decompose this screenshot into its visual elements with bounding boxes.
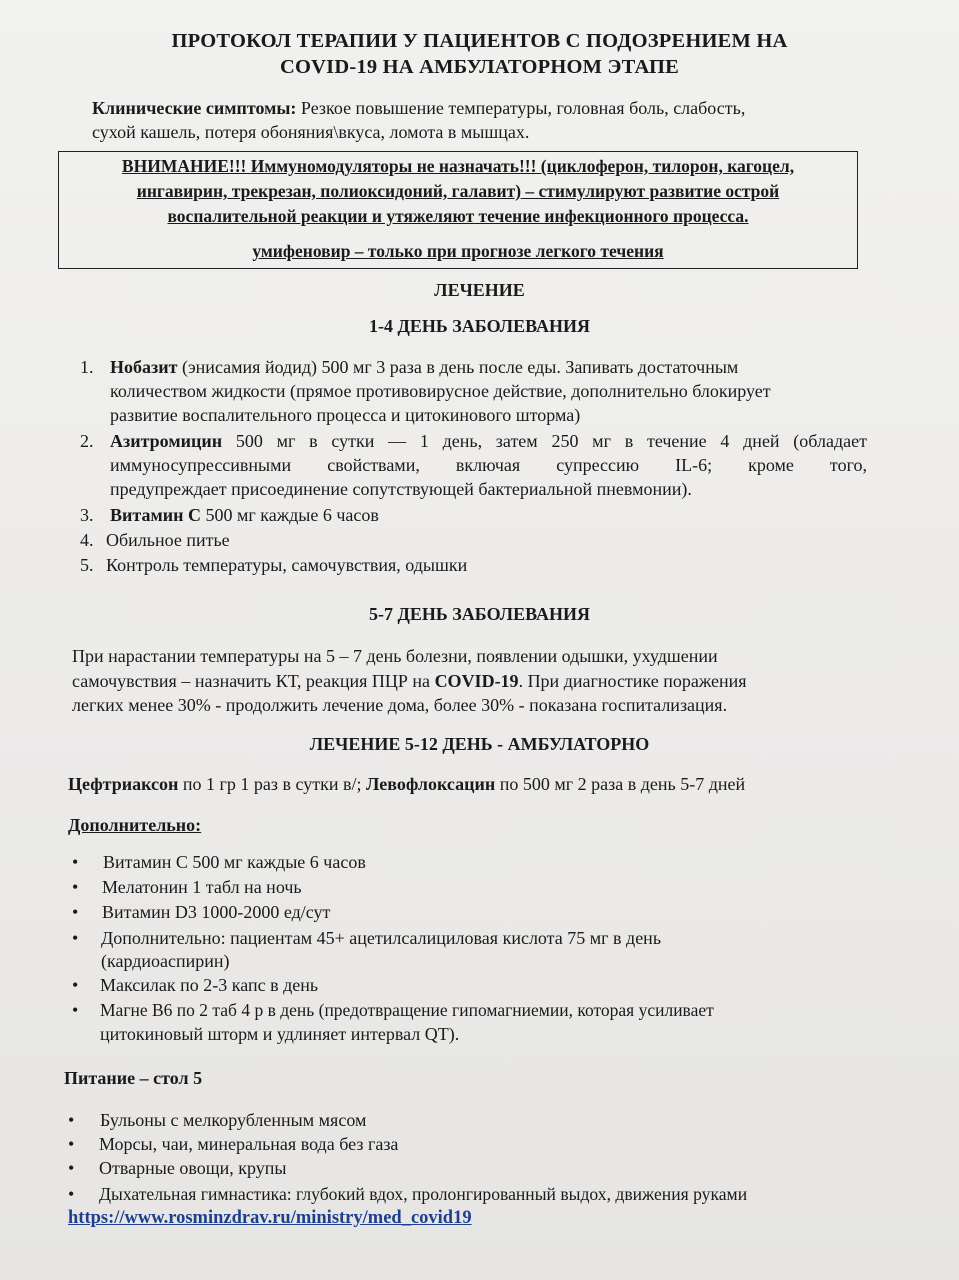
warning-box <box>58 151 858 269</box>
levofloxacin-dose: по 500 мг 2 раза в день 5-7 дней <box>495 774 746 794</box>
additional-heading: Дополнительно: <box>68 815 202 835</box>
item-5-line1: Контроль температуры, самочувствия, одышки <box>106 555 468 575</box>
nut-bullet-2: • <box>68 1134 75 1154</box>
add-bullet-4: • <box>72 928 79 948</box>
nut-bullet-3: • <box>68 1158 75 1178</box>
nutrition-heading: Питание – стол 5 <box>64 1068 203 1088</box>
ceftriaxone: Цефтриаксон <box>68 774 179 794</box>
ceftriaxone-dose: по 1 гр 1 раз в сутки в/; <box>178 774 367 794</box>
add-item-6-line2: цитокиновый шторм и удлиняет интервал QT). <box>100 1024 460 1044</box>
nut-item-3: Отварные овощи, крупы <box>99 1158 287 1178</box>
outpatient-line <box>68 772 745 796</box>
symptoms-text1: Резкое повышение температуры, головная боль, слабость, <box>296 98 746 118</box>
nut-bullet-4: • <box>68 1184 75 1204</box>
add-item-1: Витамин С 500 мг каждые 6 часов <box>103 852 366 872</box>
item-3-number: 3. <box>80 505 94 525</box>
nut-bullet-1: • <box>68 1110 75 1130</box>
add-bullet-3: • <box>72 902 79 922</box>
add-item-2: Мелатонин 1 табл на ночь <box>102 877 302 897</box>
days57-line3: легких менее 30% - продолжить лечение дома, более 30% - показана госпитализация. <box>72 695 728 715</box>
warning-line4: умифеновир – только при прогнозе легкого течения <box>252 241 664 261</box>
days-1-4-heading: 1-4 ДЕНЬ ЗАБОЛЕВАНИЯ <box>369 316 590 336</box>
symptoms-label: Клинические симптомы: <box>92 98 297 118</box>
symptoms-line1 <box>92 96 745 120</box>
nut-item-4: Дыхательная гимнастика: глубокий вдох, пролонгированный выдох, движения руками <box>99 1184 748 1204</box>
item-2-line1 <box>110 429 867 453</box>
add-item-5: Максилак по 2-3 капс в день <box>100 975 319 995</box>
days57-line2a: самочувствия – назначить КТ, реакция ПЦР на <box>72 671 435 691</box>
add-item-4-line2: (кардиоаспирин) <box>101 951 230 971</box>
add-bullet-1: • <box>72 852 79 872</box>
item-2-line2-text: иммуносупрессивными свойствами, включая супрессию IL-6; кроме того, <box>110 455 867 475</box>
item-3-text: 500 мг каждые 6 часов <box>200 505 379 525</box>
item-4-line1: Обильное питье <box>106 530 230 550</box>
item-5-number: 5. <box>80 555 94 575</box>
days57-line2 <box>72 669 747 693</box>
days-5-7-heading: 5-7 ДЕНЬ ЗАБОЛЕВАНИЯ <box>369 604 590 624</box>
add-bullet-6: • <box>72 1000 79 1020</box>
item-2-line2 <box>110 453 867 477</box>
item-2-drug: Азитромицин <box>110 431 223 451</box>
add-item-6-line1: Магне В6 по 2 таб 4 р в день (предотвращение гипомагниемии, которая усиливает <box>100 1000 714 1020</box>
symptoms-line2: сухой кашель, потеря обоняния\вкуса, ломота в мышцах. <box>92 122 530 142</box>
item-2-text: 500 мг в сутки — 1 день, затем 250 мг в течение 4 дней (обладает <box>222 431 867 451</box>
warning-line3: воспалительной реакции и утяжеляют течение инфекционного процесса. <box>167 206 749 226</box>
warning-line2: ингавирин, трекрезан, полиоксидоний, галавит) – стимулируют развитие острой <box>136 181 780 201</box>
nut-item-1: Бульоны с мелкорубленным мясом <box>100 1110 367 1130</box>
item-1-drug: Нобазит <box>110 357 178 377</box>
item-3-line1 <box>110 503 379 527</box>
item-2-line3: предупреждает присоединение сопутствующей бактериальной пневмонии). <box>110 479 692 499</box>
document-title-line1: ПРОТОКОЛ ТЕРАПИИ У ПАЦИЕНТОВ С ПОДОЗРЕНИЕМ НА <box>171 30 788 52</box>
days57-line1: При нарастании температуры на 5 – 7 день болезни, появлении одышки, ухудшении <box>72 646 718 666</box>
item-4-number: 4. <box>80 530 94 550</box>
add-item-4-line1: Дополнительно: пациентам 45+ ацетилсалициловая кислота 75 мг в день <box>101 928 662 948</box>
item-2-number: 2. <box>80 431 94 451</box>
item-1-line2: количеством жидкости (прямое противовирусное действие, дополнительно блокирует <box>110 381 771 401</box>
item-1-line3: развитие воспалительного процесса и цитокинового шторма) <box>110 405 581 425</box>
nut-item-2: Морсы, чаи, минеральная вода без газа <box>99 1134 399 1154</box>
days57-line2c: . При диагностике поражения <box>518 671 747 691</box>
add-bullet-2: • <box>72 877 79 897</box>
warning-line1: ВНИМАНИЕ!!! Иммуномодуляторы не назначать!!! (циклоферон, тилорон, кагоцел, <box>121 156 795 176</box>
outpatient-heading: ЛЕЧЕНИЕ 5-12 ДЕНЬ - АМБУЛАТОРНО <box>309 734 650 754</box>
item-3-drug: Витамин С <box>110 505 201 525</box>
document-title-line2: COVID-19 НА АМБУЛАТОРНОМ ЭТАПЕ <box>280 56 679 78</box>
add-bullet-5: • <box>72 975 79 995</box>
item-1-line1 <box>110 355 738 379</box>
item-1-text: (энисамия йодид) 500 мг 3 раза в день после еды. Запивать достаточным <box>177 357 739 377</box>
ministry-link[interactable]: https://www.rosminzdrav.ru/ministry/med_covid19 <box>68 1208 472 1228</box>
levofloxacin: Левофлоксацин <box>366 774 496 794</box>
add-item-3: Витамин D3 1000-2000 ед/сут <box>102 902 331 922</box>
treatment-heading: ЛЕЧЕНИЕ <box>434 280 525 300</box>
covid-term: COVID-19 <box>434 671 519 691</box>
item-1-number: 1. <box>80 357 94 377</box>
